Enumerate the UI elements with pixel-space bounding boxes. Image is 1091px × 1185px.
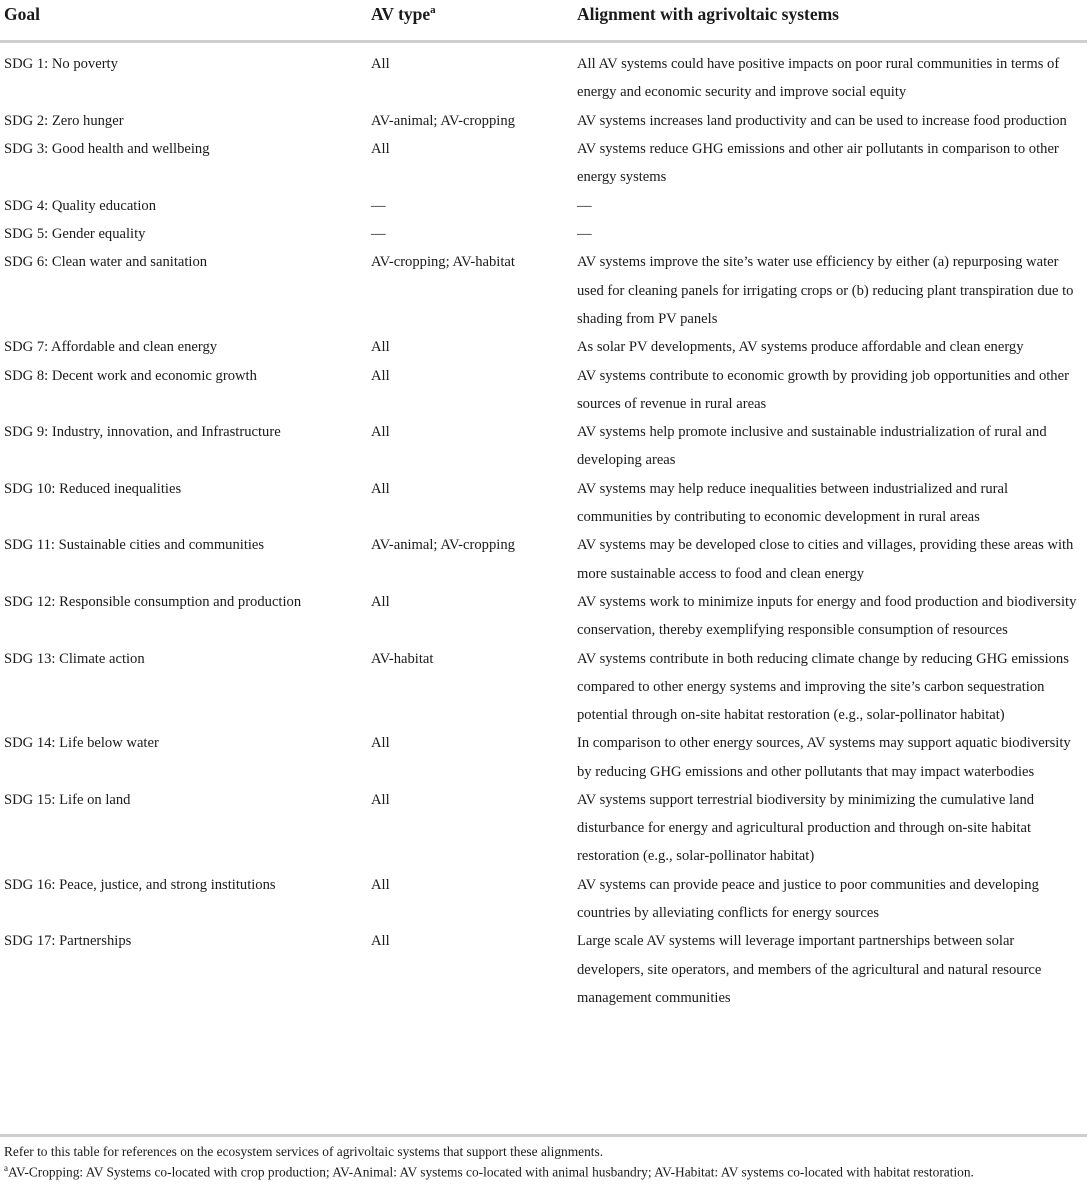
footnote-a-text: AV-Cropping: AV Systems co-located with crop production; AV-Animal: AV systems co-located with animal husbandry; AV-Habitat: AV systems co-located with habitat restoration. [8, 1164, 974, 1180]
av-type-cell: AV-habitat [371, 650, 434, 667]
table-row [0, 135, 1091, 191]
table-bottom-divider [0, 1134, 1087, 1137]
table-body [0, 50, 1091, 1012]
alignment-cell: AV systems may be developed close to cities and villages, providing these areas with more sustainable access to food and clean energy [577, 537, 1074, 582]
goal-cell: SDG 3: Good health and wellbeing [4, 140, 210, 157]
alignment-cell: AV systems support terrestrial biodiversity by minimizing the cumulative land disturbance for energy and agricultural production and through on-site habitat restoration (e.g., solar-pollinator habitat) [577, 791, 1035, 865]
av-type-cell: All [371, 140, 390, 157]
goal-cell: SDG 15: Life on land [4, 791, 131, 808]
goal-cell: SDG 12: Responsible consumption and production [4, 593, 302, 610]
table-row [0, 645, 1091, 730]
goal-cell: SDG 11: Sustainable cities and communities [4, 537, 265, 554]
goal-cell: SDG 17: Partnerships [4, 933, 132, 950]
table-row [0, 50, 1091, 106]
alignment-cell: AV systems may help reduce inequalities between industrialized and rural communities by contributing to economic development in rural areas [577, 480, 1009, 525]
av-type-cell: All [371, 876, 390, 893]
av-type-cell: All [371, 367, 390, 384]
alignment-cell: AV systems can provide peace and justice to poor communities and developing countries by alleviating conflicts for energy sources [577, 876, 1039, 921]
av-type-cell: AV-animal; AV-cropping [371, 537, 515, 554]
alignment-cell: AV systems reduce GHG emissions and other air pollutants in comparison to other energy systems [577, 140, 1059, 186]
alignment-cell: Large scale AV systems will leverage important partnerships between solar developers, site operators, and members of the agricultural and natural resource management communities [577, 933, 1042, 1006]
table-row [0, 220, 1091, 248]
footnote-a-mark: a [4, 1163, 8, 1173]
av-type-cell: All [371, 339, 390, 356]
alignment-cell: In comparison to other energy sources, AV systems may support aquatic biodiversity by reducing GHG emissions and other pollutants that may impact waterbodies [577, 735, 1071, 780]
av-type-cell: — [371, 197, 386, 214]
goal-cell: SDG 16: Peace, justice, and strong institutions [4, 876, 276, 893]
alignment-cell: AV systems increases land productivity and can be used to increase food production [577, 112, 1067, 129]
goal-cell: SDG 7: Affordable and clean energy [4, 339, 218, 356]
av-type-cell: All [371, 735, 390, 752]
table-row [0, 418, 1091, 474]
header-goal: Goal [4, 4, 40, 24]
alignment-cell: AV systems contribute to economic growth by providing job opportunities and other sources of revenue in rural areas [577, 367, 1069, 412]
table-row [0, 729, 1091, 785]
alignment-cell: All AV systems could have positive impacts on poor rural communities in terms of energy and economic security and improve social equity [577, 56, 1060, 101]
goal-cell: SDG 4: Quality education [4, 197, 156, 214]
goal-cell: SDG 10: Reduced inequalities [4, 480, 182, 497]
alignment-cell: As solar PV developments, AV systems produce affordable and clean energy [577, 339, 1024, 356]
table-row [0, 588, 1091, 644]
av-type-cell: All [371, 480, 390, 497]
table-row [0, 475, 1091, 531]
table-note: Refer to this table for references on the ecosystem services of agrivoltaic systems that support these alignments. [4, 1144, 604, 1159]
alignment-cell: AV systems help promote inclusive and sustainable industrialization of rural and developing areas [577, 424, 1047, 469]
goal-cell: SDG 13: Climate action [4, 650, 145, 667]
table-row [0, 786, 1091, 871]
header-divider [0, 40, 1087, 43]
goal-cell: SDG 9: Industry, innovation, and Infrastructure [4, 424, 281, 441]
goal-cell: SDG 2: Zero hunger [4, 112, 124, 129]
table-row [0, 362, 1091, 418]
av-type-cell: All [371, 791, 390, 808]
table-header [0, 0, 1091, 38]
av-type-cell: AV-animal; AV-cropping [371, 112, 515, 129]
table-row [0, 107, 1091, 135]
footnote-a [4, 1163, 974, 1180]
alignment-cell: — [577, 197, 592, 214]
goal-cell: SDG 14: Life below water [4, 735, 159, 752]
goal-cell: SDG 5: Gender equality [4, 225, 146, 242]
av-type-cell: All [371, 593, 390, 610]
table-row [0, 927, 1091, 1012]
av-type-cell: All [371, 56, 390, 72]
alignment-cell: AV systems work to minimize inputs for energy and food production and biodiversity conservation, thereby exemplifying responsible consumption of resources [577, 593, 1077, 639]
alignment-cell: — [577, 225, 592, 242]
goal-cell: SDG 1: No poverty [4, 56, 118, 72]
footnote-marker: a [430, 4, 436, 17]
table-row [0, 871, 1091, 927]
goal-cell: SDG 8: Decent work and economic growth [4, 367, 257, 384]
av-type-cell: All [371, 933, 390, 950]
av-type-cell: AV-cropping; AV-habitat [371, 254, 515, 271]
header-av-type [371, 4, 436, 25]
table-row [0, 248, 1091, 333]
av-type-cell: — [371, 225, 386, 242]
header-av-type-label: AV type [371, 4, 431, 24]
table-row [0, 333, 1091, 361]
goal-cell: SDG 6: Clean water and sanitation [4, 254, 208, 271]
av-type-cell: All [371, 424, 390, 441]
alignment-cell: AV systems contribute in both reducing climate change by reducing GHG emissions compared to other energy systems and improving the site’s carbon sequestration potential through on-site habitat restoration (e.g., solar-pollinator habitat) [577, 650, 1069, 723]
header-alignment: Alignment with agrivoltaic systems [577, 4, 839, 24]
alignment-cell: AV systems improve the site’s water use efficiency by either (a) repurposing water used for cleaning panels for irrigating crops or (b) reducing plant transpiration due to shading from PV panels [577, 254, 1074, 327]
table-row [0, 531, 1091, 587]
table-row [0, 192, 1091, 220]
